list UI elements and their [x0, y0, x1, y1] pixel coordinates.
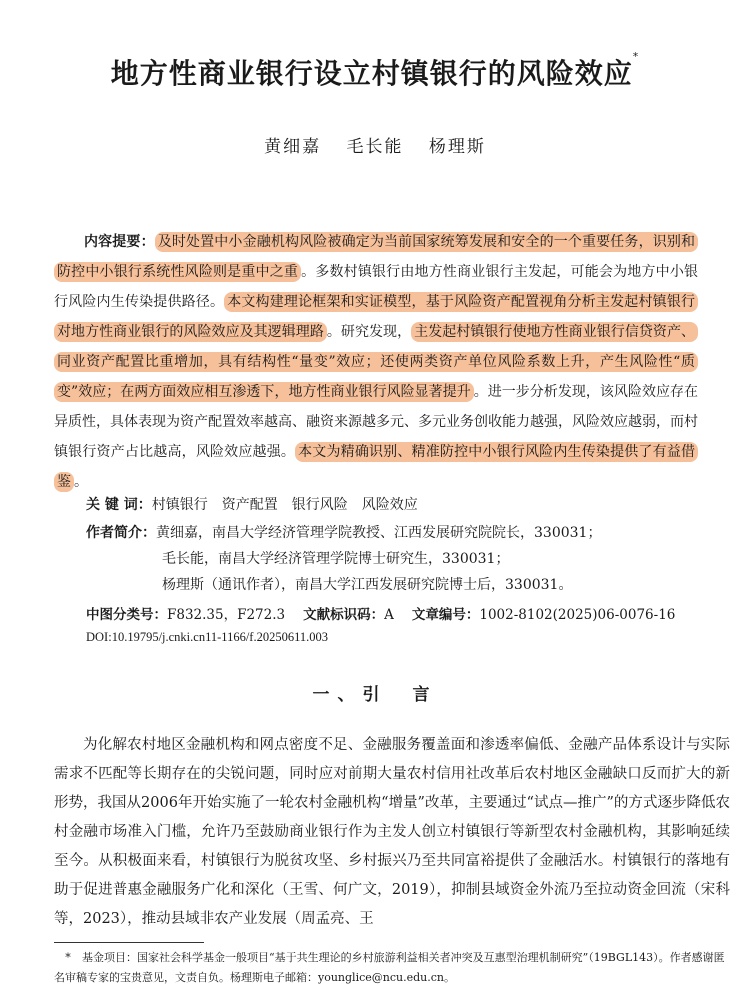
author-list: [0, 132, 750, 157]
author-bio-line: [162, 574, 750, 594]
footnote-divider: [54, 942, 204, 943]
author-bio-text: 杨理斯（通讯作者），南昌大学江西发展研究院博士后，330031。: [162, 577, 573, 593]
section-heading: 一、引 言: [312, 685, 438, 705]
keywords-label: 关 键 词：: [86, 497, 152, 513]
abstract-highlight: 本文为精确识别、精准防控中小银行风险内生传染提供了有益借鉴: [54, 442, 698, 492]
doi-line[interactable]: DOI:10.19795/j.cnki.cn11-1166/f.20250611.003: [86, 630, 328, 644]
intro-paragraph: 为化解农村地区金融机构和网点密度不足、金融服务覆盖面和渗透率偏低、金融产品体系设计与实际需求不匹配等长期存在的尖锐问题，同时应对前期大量农村信用社改革后农村地区金融缺口反而扩大的新形势，我国从2006年开始实施了一轮农村金融机构“增量”改革，主要通过“试点—推广”的方式逐步降低农村金融市场准入门槛，允许乃至鼓励商业银行作为主发人创立村镇银行等新型农村金融机构，其影响延续至今。从积极面来看，村镇银行为脱贫攻坚、乡村振兴乃至共同富裕提供了金融活水。村镇银行的落地有助于促进普惠金融服务广化和深化（王雪、何广文，2019），抑制县域资金外流乃至拉动资金回流（宋科等，2023），推动县域非农产业发展（周孟亮、王: [54, 737, 730, 927]
abstract-highlight: 及时处置中小金融机构风险被确定为当前国家统筹发展和安全的一个重要任务，识别和防控中小银行系统性风险则是重中之重: [54, 232, 698, 282]
abstract-text: 。进一步分析发现，该风险效应存在异质性，具体表现为资产配置效率越高、融资来源越多元、多元业务创收能力越强，风险效应越弱，而村镇银行资产占比越高，风险效应越强。: [54, 384, 698, 460]
footnote-text: 基金项目：国家社会科学基金一般项目“基于共生理论的乡村旅游利益相关者冲突及互惠型治理机制研究”（19BGL143）。作者感谢匿名审稿专家的宝贵意见，文责自负。杨理斯电子邮箱：younglice@ncu.edu.cn。: [54, 951, 725, 984]
keywords-text: 村镇银行 资产配置 银行风险 风险效应: [151, 497, 418, 513]
doc-code-label: 文献标识码：: [303, 607, 385, 623]
author-bio-line: [162, 548, 750, 568]
clc-value: F832.35，F272.3: [167, 607, 286, 623]
paper-title: [0, 52, 750, 92]
doc-code-value: A: [384, 607, 394, 623]
abstract-highlight: 本文构建理论框架和实证模型，基于风险资产配置视角分析主发起村镇银行对地方性商业银行的风险效应及其逻辑理路: [54, 292, 698, 342]
article-number-label: 文章编号：: [411, 607, 480, 623]
footnote: [54, 948, 730, 988]
abstract-text: 。: [74, 474, 88, 490]
keywords-line: [86, 494, 726, 514]
abstract-highlight: 主发起村镇银行使地方性商业银行信贷资产、同业资产配置比重增加，具有结构性“量变”效应；还使两类资产单位风险系数上升，产生风险性“质变”效应；在两方面效应相互渗透下，地方性商业银行风险显著提升: [54, 322, 698, 402]
title-footnote-mark: *: [632, 50, 640, 63]
author-bio-text: 毛长能，南昌大学经济管理学院博士研究生，330031；: [162, 551, 510, 567]
author-bio-label: 作者简介：: [86, 525, 156, 541]
abstract-text: 。研究发现，: [326, 324, 412, 340]
abstract-block: [54, 227, 698, 497]
author-bio-line: [86, 522, 726, 542]
author-bio-text: 黄细嘉，南昌大学经济管理学院教授、江西发展研究院院长，330031；: [156, 525, 602, 541]
clc-label: 中图分类号：: [86, 607, 167, 623]
classification-line: [86, 603, 726, 623]
title-text: 地方性商业银行设立村镇银行的风险效应: [110, 57, 633, 90]
footnote-mark: *: [65, 951, 71, 964]
author-name: 杨理斯: [428, 137, 486, 157]
author-name: 黄细嘉: [264, 137, 322, 157]
abstract-label: 内容提要：: [84, 234, 155, 250]
abstract-text: 。多数村镇银行由地方性商业银行主发起，可能会为地方中小银行风险内生传染提供路径。: [54, 264, 699, 310]
article-number-value: 1002-8102(2025)06-0076-16: [479, 607, 676, 623]
author-name: 毛长能: [346, 137, 404, 157]
